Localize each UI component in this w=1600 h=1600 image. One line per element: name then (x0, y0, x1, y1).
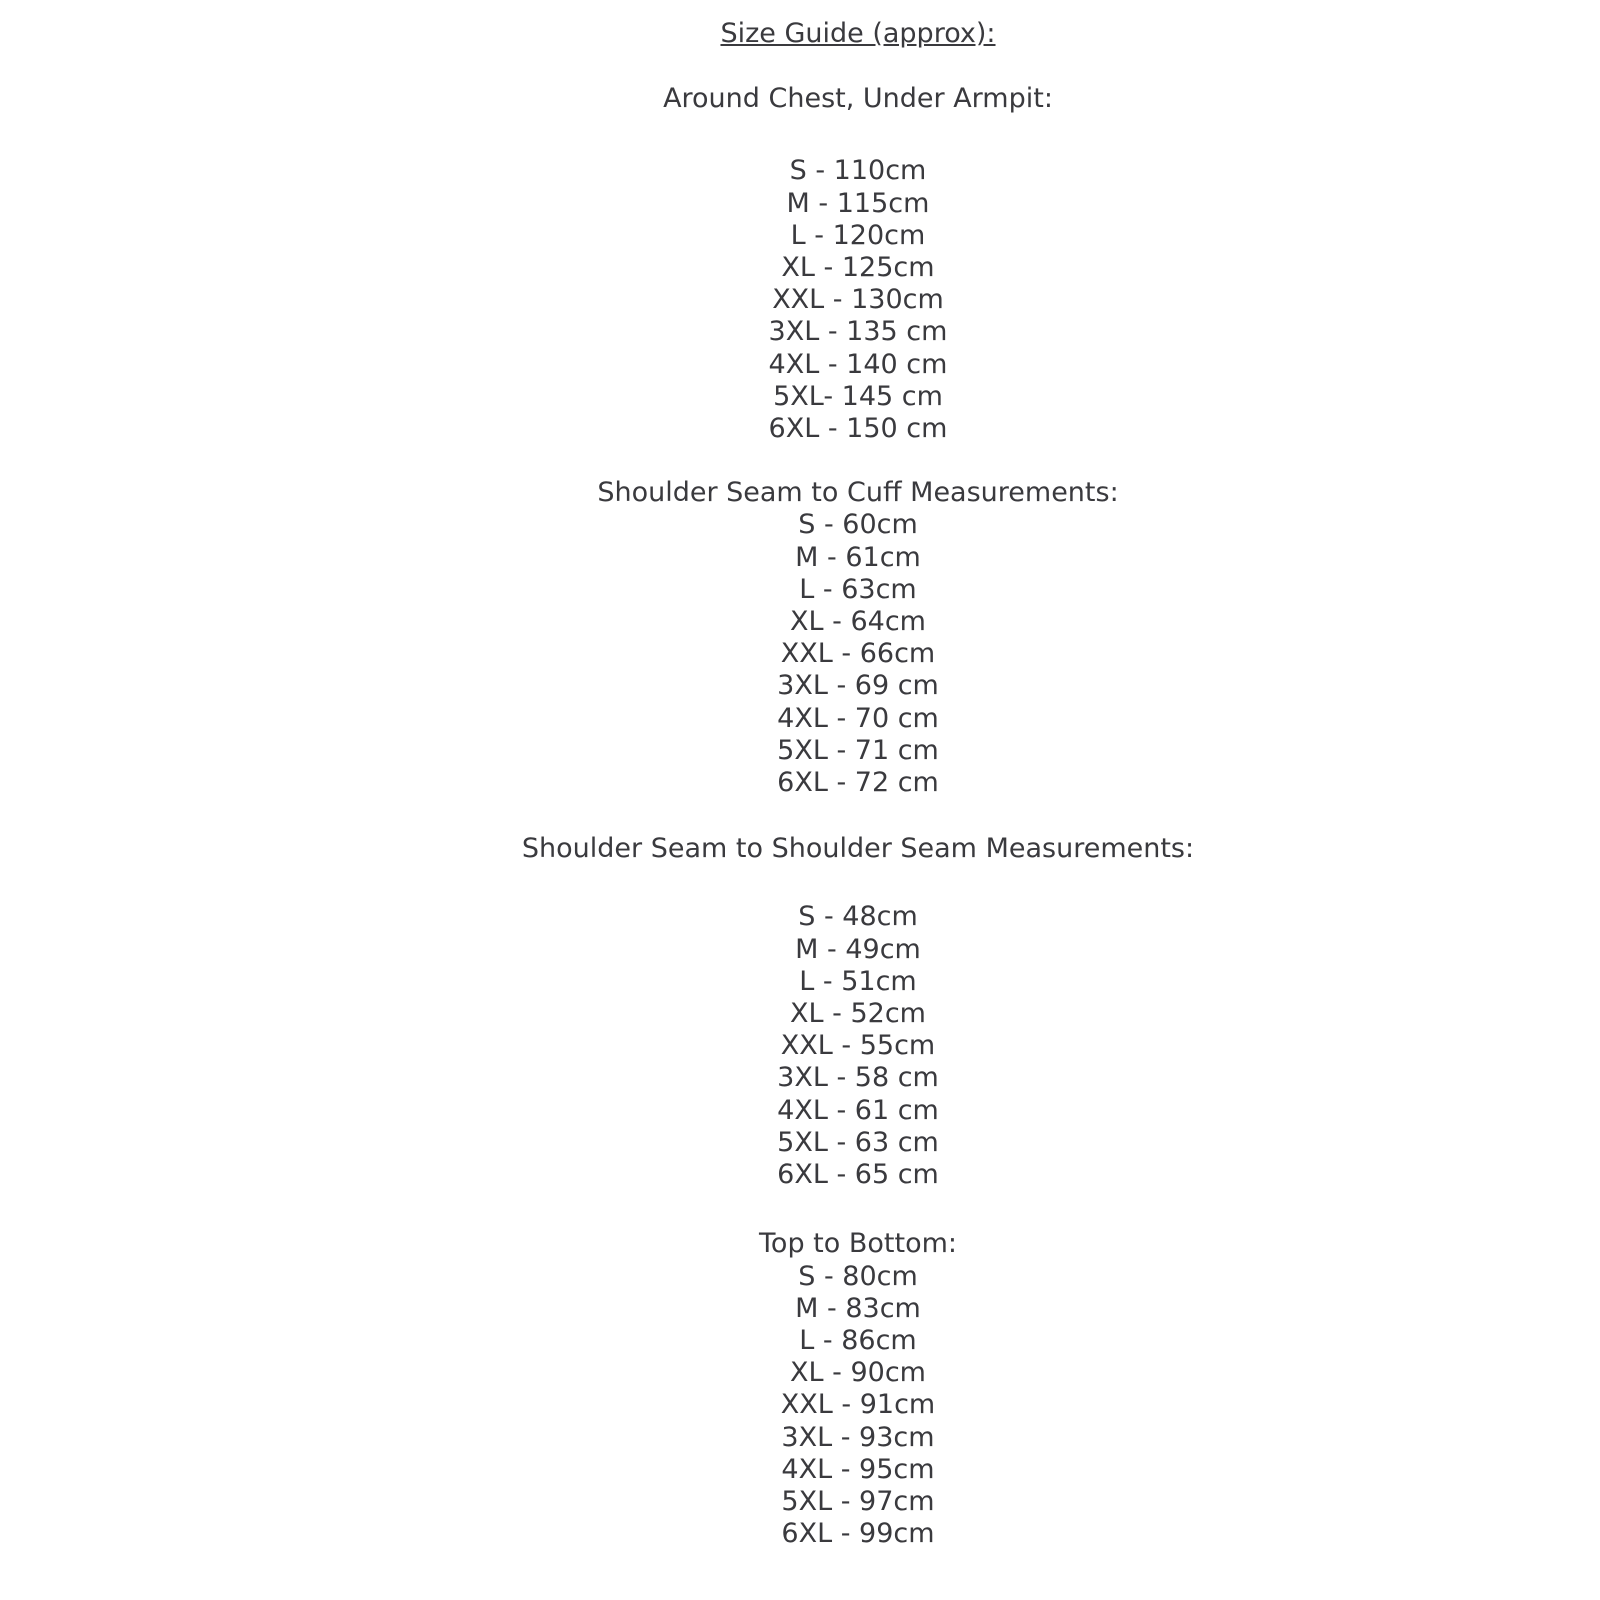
size-row: 6XL - 150 cm (768, 413, 948, 445)
size-list (116, 1261, 1600, 1551)
size-row: S - 60cm (798, 509, 918, 541)
size-list (116, 155, 1600, 445)
size-row: 6XL - 65 cm (777, 1159, 939, 1191)
size-row: XXL - 55cm (780, 1030, 936, 1062)
section-heading: Top to Bottom: (759, 1228, 957, 1260)
section-around-chest (116, 83, 1600, 445)
size-row: M - 83cm (795, 1292, 921, 1324)
size-row: 3XL - 58 cm (777, 1062, 939, 1094)
size-list (116, 509, 1600, 799)
size-row: S - 80cm (798, 1260, 918, 1292)
size-row: 3XL - 69 cm (777, 670, 939, 702)
size-row: L - 120cm (790, 219, 926, 251)
size-row: 5XL - 63 cm (777, 1126, 939, 1158)
size-row: XL - 52cm (790, 998, 926, 1030)
size-row: 5XL - 71 cm (777, 734, 939, 766)
section-seam-to-cuff (116, 477, 1600, 799)
size-row: L - 86cm (799, 1324, 917, 1356)
section-top-to-bottom (116, 1228, 1600, 1550)
size-row: M - 61cm (795, 541, 921, 573)
section-heading: Shoulder Seam to Shoulder Seam Measurements: (521, 833, 1195, 865)
size-row: S - 48cm (798, 901, 918, 933)
size-row: M - 115cm (786, 187, 930, 219)
size-row: 3XL - 93cm (781, 1421, 935, 1453)
size-row: XXL - 130cm (772, 284, 944, 316)
section-heading: Around Chest, Under Armpit: (663, 83, 1053, 115)
page-title: Size Guide (approx): (720, 18, 996, 49)
size-row: M - 49cm (795, 933, 921, 965)
size-list (116, 901, 1600, 1191)
size-row: XL - 90cm (790, 1357, 926, 1389)
size-row: 4XL - 61 cm (777, 1094, 939, 1126)
size-row: 3XL - 135 cm (768, 316, 948, 348)
size-row: L - 51cm (799, 965, 917, 997)
size-row: 5XL- 145 cm (773, 380, 943, 412)
size-row: XL - 125cm (781, 252, 935, 284)
size-row: 4XL - 95cm (781, 1453, 935, 1485)
size-row: 6XL - 99cm (781, 1518, 935, 1550)
size-row: XXL - 66cm (780, 638, 936, 670)
size-row: 5XL - 97cm (781, 1485, 935, 1517)
size-row: 4XL - 70 cm (777, 702, 939, 734)
size-row: L - 63cm (799, 573, 917, 605)
size-row: S - 110cm (789, 155, 927, 187)
size-row: XL - 64cm (790, 606, 926, 638)
section-heading: Shoulder Seam to Cuff Measurements: (597, 477, 1119, 509)
section-seam-to-seam (116, 833, 1600, 1191)
size-row: 4XL - 140 cm (768, 348, 948, 380)
size-row: XXL - 91cm (780, 1389, 936, 1421)
size-row: 6XL - 72 cm (777, 767, 939, 799)
